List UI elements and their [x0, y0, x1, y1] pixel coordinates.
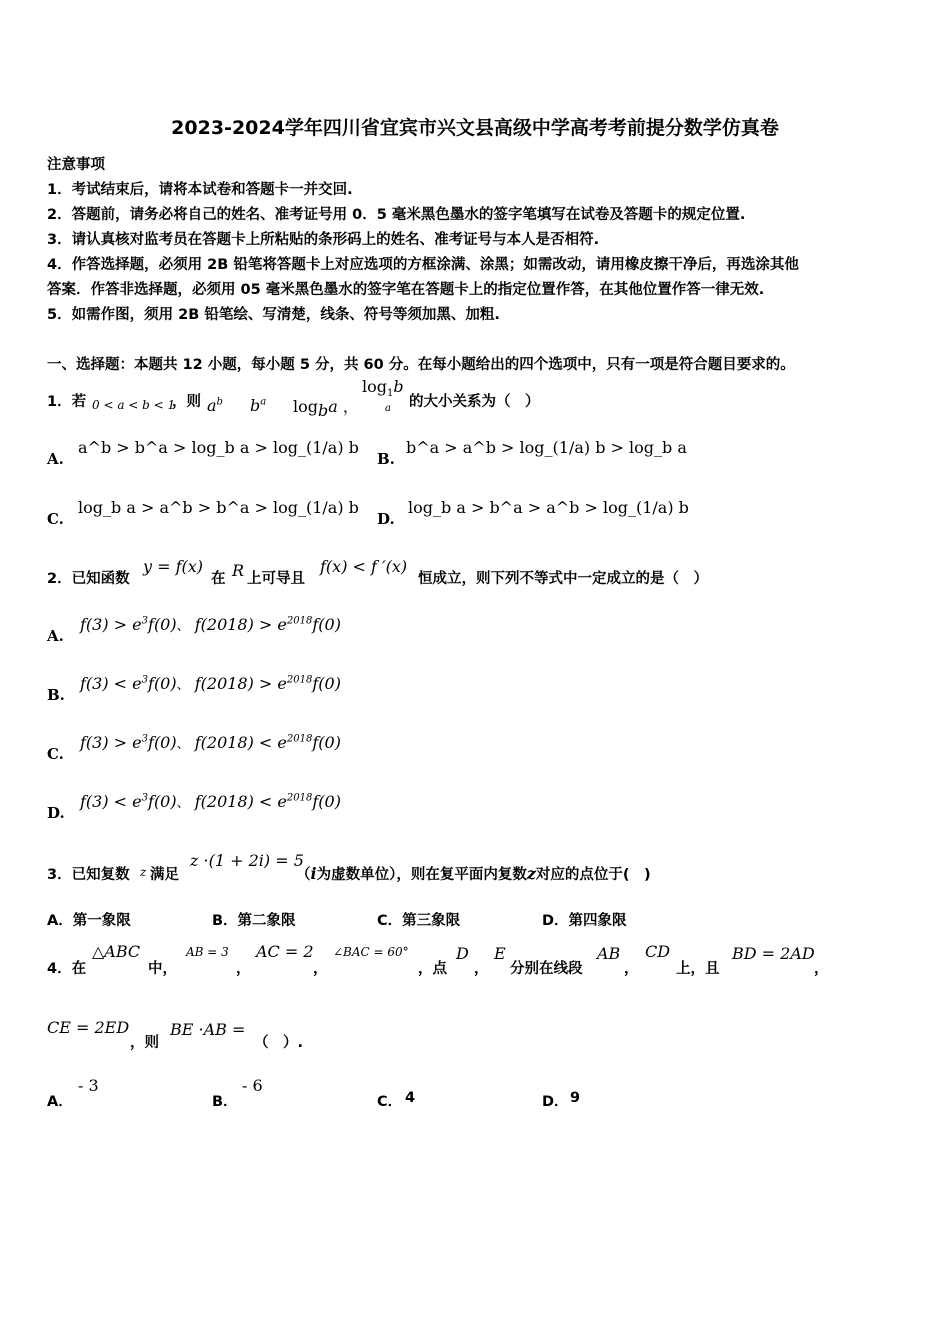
q4-comma: ， [624, 961, 639, 977]
q4-comma: ， [236, 961, 251, 977]
q4-point-e: E [494, 944, 506, 963]
q4-dian: ，点 [418, 961, 447, 977]
q4-option-a-label[interactable]: A． [47, 1094, 73, 1110]
q4-option-c-label[interactable]: C． [377, 1094, 403, 1110]
q2-cond-text: 上可导且 [247, 571, 305, 587]
q3-number: 3．已知复数 [47, 867, 130, 883]
q4-option-b[interactable]: - 6 [242, 1076, 263, 1095]
q4-ac-length: AC = 2 [256, 942, 314, 961]
q3-option-a[interactable]: A．第一象限 [47, 913, 131, 929]
q4-dot-product: BE ·AB = [170, 1020, 246, 1039]
q4-segment-ab: AB [597, 944, 621, 963]
q1-expr-4: $\log_1b$ [362, 377, 404, 400]
q1-option-a[interactable]: a^b > b^a > log_b a > log_(1/a) b [78, 438, 359, 457]
q2-domain: R [232, 561, 245, 580]
q2-option-d-label[interactable]: D. [47, 804, 65, 822]
q4-segment-cd: CD [645, 942, 671, 961]
q1-tail: 的大小关系为（ ） [409, 394, 540, 410]
q1-option-c-label[interactable]: C. [47, 510, 64, 528]
q2-option-b[interactable]: $f(3) < e^3f(0)$、 $f(2018) > e^{2018}f(0)$ [80, 674, 341, 693]
q4-triangle: △ABC [92, 942, 141, 961]
q2-in: 在 [211, 571, 226, 587]
q2-option-c[interactable]: $f(3) > e^3f(0)$、 $f(2018) < e^{2018}f(0)$ [80, 733, 341, 752]
q4-blank: （ ）. [254, 1035, 304, 1051]
notice-heading: 注意事项 [47, 157, 105, 173]
q4-option-d-label[interactable]: D． [542, 1094, 569, 1110]
q2-option-d[interactable]: $f(3) < e^3f(0)$、 $f(2018) < e^{2018}f(0)$ [80, 792, 341, 811]
q2-function: y = f(x) [143, 557, 204, 576]
q1-option-b[interactable]: b^a > a^b > log_(1/a) b > log_b a [406, 438, 687, 457]
q4-option-b-label[interactable]: B． [212, 1094, 238, 1110]
q2-option-a-label[interactable]: A. [47, 627, 64, 645]
q4-shang: 上，且 [676, 961, 720, 977]
q4-number: 4．在 [47, 961, 87, 977]
q3-z: z [140, 865, 147, 879]
q2-option-a[interactable]: $f(3) > e^3f(0)$、 $f(2018) > e^{2018}f(0)$ [80, 615, 341, 634]
page-title: 2023-2024学年四川省宜宾市兴文县高级中学高考考前提分数学仿真卷 [171, 117, 779, 139]
q1-expr-1: $a^b$ [207, 396, 223, 415]
q1-expr-4-frac: a [385, 403, 391, 414]
q4-option-a[interactable]: - 3 [78, 1076, 99, 1095]
notice-item: 4．作答选择题，必须用 2B 铅笔将答题卡上对应选项的方框涂满、涂黑；如需改动，请用橡皮擦干净后，再选涂其他 [47, 257, 799, 273]
q1-option-d-label[interactable]: D. [377, 510, 395, 528]
q4-zhong: 中， [148, 961, 177, 977]
q4-ze: ，则 [130, 1035, 159, 1051]
q4-seg: 分别在线段 [510, 961, 583, 977]
q1-condition: 0 < a < b < 1 [92, 398, 176, 412]
q4-comma: ， [814, 961, 829, 977]
q4-ce-relation: CE = 2ED [47, 1018, 130, 1037]
q1-option-b-label[interactable]: B. [377, 450, 395, 468]
notice-item: 3．请认真核对监考员在答题卡上所粘贴的条形码上的姓名、准考证号与本人是否相符. [47, 232, 600, 248]
q4-angle: ∠BAC = 60° [333, 945, 409, 959]
q1-expr-3: $\log_ba$ ， [293, 397, 359, 421]
q2-inequality: f(x) < f ′(x) [320, 557, 408, 576]
q4-point-d: D [456, 944, 469, 963]
q4-option-c[interactable]: 4 [405, 1090, 416, 1106]
q1-expr-2: $b^a$ [250, 396, 267, 415]
section-heading: 一、选择题：本题共 12 小题，每小题 5 分，共 60 分。在每小题给出的四个选项中，只有一项是符合题目要求的。 [47, 357, 795, 373]
q1-then: ，则 [172, 394, 201, 410]
notice-item: 1．考试结束后，请将本试卷和答题卡一并交回. [47, 182, 353, 198]
q3-option-d[interactable]: D．第四象限 [542, 913, 627, 929]
q4-comma: ， [474, 961, 489, 977]
q1-number: 1．若 [47, 394, 87, 410]
q3-satisfy: 满足 [150, 867, 179, 883]
q2-number: 2．已知函数 [47, 571, 130, 587]
q3-option-c[interactable]: C．第三象限 [377, 913, 461, 929]
q1-option-d[interactable]: log_b a > b^a > a^b > log_(1/a) b [408, 498, 689, 517]
q2-tail: 恒成立，则下列不等式中一定成立的是（ ） [418, 571, 708, 587]
q3-equation: z ·(1 + 2i) = 5 [190, 851, 304, 870]
q4-option-d[interactable]: 9 [570, 1090, 581, 1106]
q2-option-b-label[interactable]: B. [47, 686, 65, 704]
notice-item: 答案．作答非选择题，必须用 05 毫米黑色墨水的签字笔在答题卡上的指定位置作答，在其他位置作答一律无效. [47, 282, 765, 298]
q3-option-b[interactable]: B．第二象限 [212, 913, 296, 929]
q4-comma: ， [313, 961, 328, 977]
q4-bd-relation: BD = 2AD [732, 944, 815, 963]
q1-option-c[interactable]: log_b a > a^b > b^a > log_(1/a) b [78, 498, 359, 517]
q4-ab-length: AB = 3 [186, 945, 229, 959]
q1-option-a-label[interactable]: A. [47, 450, 64, 468]
notice-item: 2．答题前，请务必将自己的姓名、准考证号用 0．5 毫米黑色墨水的签字笔填写在试卷及答题卡的规定位置. [47, 207, 746, 223]
notice-item: 5．如需作图，须用 2B 铅笔绘、写清楚，线条、符号等须加黑、加粗. [47, 307, 500, 323]
q3-paren: （i为虚数单位），则在复平面内复数z对应的点位于( ) [296, 864, 651, 883]
q2-option-c-label[interactable]: C. [47, 745, 64, 763]
